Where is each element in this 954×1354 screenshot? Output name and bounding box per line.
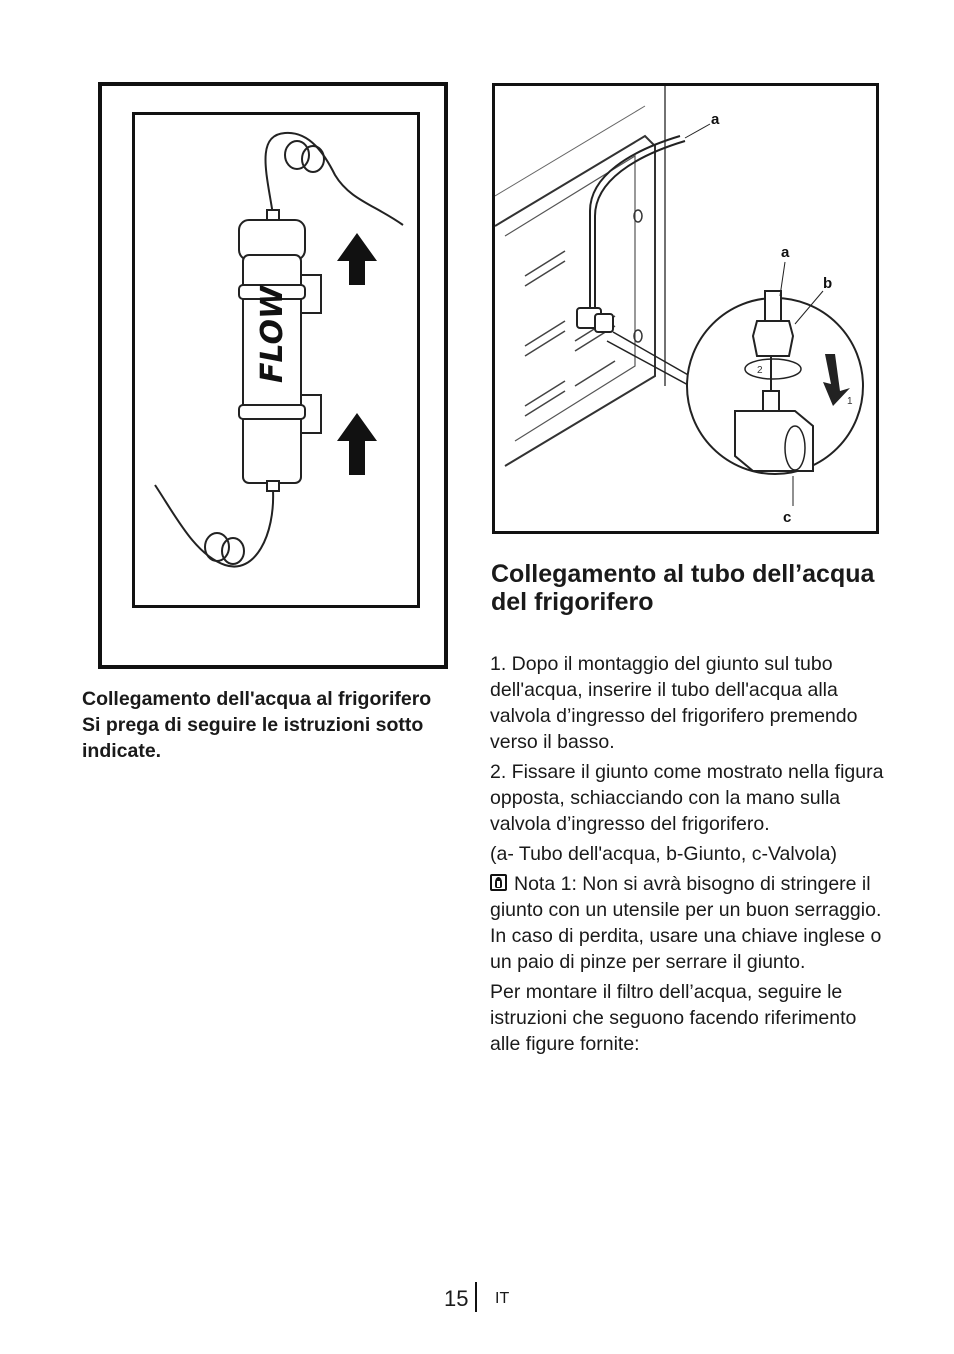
valve-connection-illustration bbox=[495, 86, 876, 531]
page-number: 15 bbox=[444, 1286, 469, 1311]
caption-subtitle: Si prega di seguire le istruzioni sotto indicate. bbox=[82, 714, 424, 762]
legend-text: (a- Tubo dell'acqua, b-Giunto, c-Valvola) bbox=[490, 843, 837, 865]
flow-label: FLOW bbox=[255, 285, 290, 383]
arrow-up-icon bbox=[337, 233, 377, 285]
section-heading: Collegamento al tubo dell’acqua del frigorifero bbox=[491, 560, 875, 616]
info-icon bbox=[490, 874, 507, 891]
water-filter-figure-frame bbox=[132, 112, 420, 608]
water-filter-figure bbox=[98, 82, 448, 669]
label-a-top: a bbox=[711, 111, 720, 128]
label-b: b bbox=[823, 275, 833, 292]
language-code: IT bbox=[495, 1290, 510, 1307]
step-1-text: 1. Dopo il montaggio del giunto sul tubo dell'acqua, inserire il tubo dell'acqua alla valvola d’ingresso del frigorifero premendo verso il basso. bbox=[490, 653, 858, 753]
note-paragraph bbox=[490, 871, 885, 975]
left-caption bbox=[82, 686, 472, 764]
section-body bbox=[490, 651, 885, 1061]
arrow-up-icon bbox=[337, 413, 377, 475]
water-filter-illustration bbox=[135, 115, 411, 599]
label-step-2: 2 bbox=[757, 365, 763, 376]
valve-connection-figure bbox=[492, 83, 879, 534]
filter-intro-text: Per montare il filtro dell’acqua, seguire le istruzioni che seguono facendo riferimento alle figure fornite: bbox=[490, 981, 857, 1055]
label-step-1: 1 bbox=[847, 396, 853, 407]
caption-title: Collegamento dell'acqua al frigorifero bbox=[82, 688, 432, 710]
footer-divider bbox=[475, 1282, 477, 1312]
note-text: Nota 1: Non si avrà bisogno di stringere il giunto con un utensile per un buon serraggio. In caso di perdita, usare una chiave inglese o un paio di pinze per serrare il giunto. bbox=[490, 873, 882, 973]
label-a-inset: a bbox=[781, 244, 790, 261]
label-c: c bbox=[783, 509, 792, 526]
step-2-text: 2. Fissare il giunto come mostrato nella figura opposta, schiacciando con la mano sulla valvola d’ingresso del frigorifero. bbox=[490, 761, 884, 835]
